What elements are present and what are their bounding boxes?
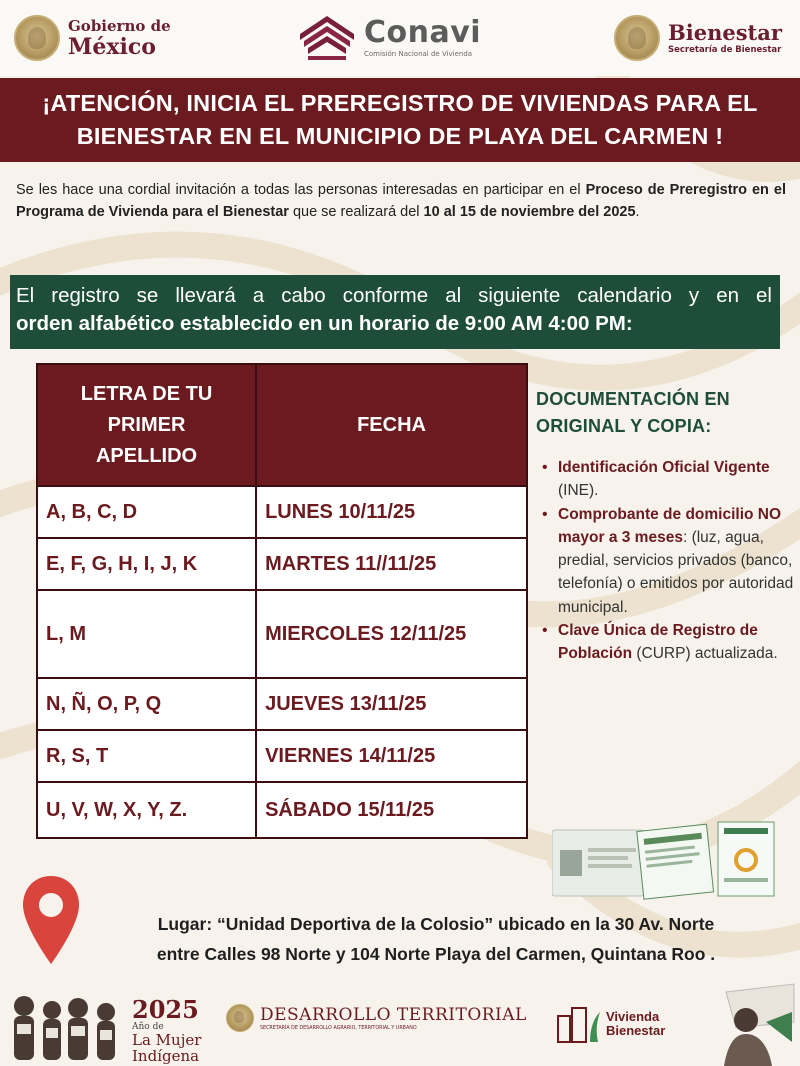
bienestar-subtitle: Secretaría de Bienestar bbox=[668, 44, 782, 55]
conavi-logo bbox=[298, 10, 481, 66]
gob-line2: México bbox=[68, 33, 156, 60]
dt-name: DESARROLLO TERRITORIAL bbox=[260, 1005, 527, 1025]
table-row bbox=[37, 590, 527, 678]
row-letters: E, F, G, H, I, J, K bbox=[37, 538, 256, 590]
header-bar bbox=[0, 0, 800, 76]
row-letters: N, Ñ, O, P, Q bbox=[37, 678, 256, 730]
location-line1: Lugar: “Unidad Deportiva de la Colosio” ubicado en la 30 Av. Norte bbox=[157, 914, 715, 934]
location-line2: entre Calles 98 Norte y 104 Norte Playa del Carmen, Quintana Roo . bbox=[156, 943, 716, 964]
heroine-illustration bbox=[706, 982, 796, 1066]
intro-part1: Se les hace una cordial invitación a todas las personas interesadas en participar en el bbox=[16, 182, 586, 198]
conavi-name: Conavi bbox=[364, 15, 482, 50]
dt-subtitle: SECRETARÍA DE DESARROLLO AGRARIO, TERRITORIAL Y URBANO bbox=[260, 1026, 417, 1031]
intro-bold2: 10 al 15 de noviembre del 2025 bbox=[423, 203, 636, 220]
intro-bold1: Proceso de Preregistro en el Programa de Vivienda para el Bienestar bbox=[16, 182, 786, 220]
doc-item2-rest: : (luz, agua, predial, servicios privados (banco, telefonía) o emitidos por autoridad municipal. bbox=[558, 528, 794, 616]
row-date: MIERCOLES 12/11/25 bbox=[256, 590, 527, 678]
row-date: MARTES 11//11/25 bbox=[256, 538, 527, 590]
mexico-seal-icon bbox=[14, 15, 60, 61]
calendar-note bbox=[10, 275, 780, 349]
intro-part2: que se realizará del bbox=[288, 203, 424, 220]
intro-paragraph bbox=[16, 180, 786, 224]
desarrollo-territorial-logo bbox=[226, 1004, 527, 1032]
year-of-indigenous-woman bbox=[132, 995, 202, 1065]
year-line3: Indígena bbox=[132, 1047, 200, 1065]
conavi-house-icon bbox=[298, 14, 356, 62]
location-pin-icon bbox=[20, 874, 82, 966]
intro-part3: . bbox=[635, 203, 640, 220]
row-letters: U, V, W, X, Y, Z. bbox=[37, 782, 256, 838]
row-date: JUEVES 13/11/25 bbox=[256, 678, 527, 730]
table-row bbox=[37, 538, 527, 590]
table-row bbox=[37, 678, 527, 730]
doc-item1-rest: (INE). bbox=[558, 482, 599, 500]
table-row bbox=[37, 782, 527, 838]
vb-line2: Bienestar bbox=[606, 1023, 666, 1038]
row-date: SÁBADO 15/11/25 bbox=[256, 782, 527, 838]
row-date: LUNES 10/11/25 bbox=[256, 486, 527, 538]
sedatu-seal-icon bbox=[226, 1004, 254, 1032]
documentation-list bbox=[536, 456, 794, 665]
gobierno-de-mexico-logo bbox=[14, 10, 171, 66]
year-line2: La Mujer bbox=[132, 1031, 202, 1049]
row-letters: A, B, C, D bbox=[37, 486, 256, 538]
title-banner bbox=[0, 78, 800, 162]
calendar-note-line1: El registro se llevará a cabo conforme al siguiente calendario y en el bbox=[16, 284, 772, 307]
documentation-title bbox=[536, 386, 794, 440]
header-letter-line3: APELLIDO bbox=[95, 444, 198, 467]
vivienda-building-icon bbox=[556, 1004, 602, 1044]
header-date: FECHA bbox=[256, 364, 527, 486]
table-header-row bbox=[37, 364, 527, 486]
gob-line1: Gobierno de bbox=[68, 16, 171, 35]
vb-line1: Vivienda bbox=[606, 1009, 660, 1025]
conavi-subtitle: Comisión Nacional de Vivienda bbox=[364, 50, 473, 58]
location-text bbox=[86, 910, 786, 970]
documents-illustration bbox=[552, 820, 776, 900]
banner-title bbox=[42, 87, 757, 154]
header-letter-line1: LETRA DE TU bbox=[80, 382, 213, 405]
list-item bbox=[536, 503, 794, 619]
header-letter-line2: PRIMER bbox=[107, 413, 186, 436]
row-letters: L, M bbox=[37, 590, 256, 678]
year-sub: Año de bbox=[132, 1022, 164, 1032]
indigenous-women-illustration bbox=[8, 984, 126, 1062]
doc-item3-rest: (CURP) actualizada. bbox=[632, 645, 778, 662]
bienestar-logo bbox=[614, 10, 782, 66]
documentation-title-line1: DOCUMENTACIÓN EN bbox=[536, 389, 730, 409]
list-item bbox=[536, 456, 794, 503]
doc-item3-bold: Clave Única de Registro de Población bbox=[558, 621, 758, 662]
banner-line1: ¡ATENCIÓN, INICIA EL PREREGISTRO DE VIVIENDAS PARA EL bbox=[42, 89, 758, 116]
calendar-note-line2: orden alfabético establecido en un horario de 9:00 AM 4:00 PM: bbox=[16, 311, 633, 335]
schedule-table bbox=[36, 363, 528, 839]
bienestar-name: Bienestar bbox=[668, 19, 782, 45]
row-date: VIERNES 14/11/25 bbox=[256, 730, 527, 782]
list-item bbox=[536, 619, 794, 666]
year-number: 2025 bbox=[132, 995, 199, 1024]
doc-item1-bold: Identificación Oficial Vigente bbox=[558, 459, 770, 476]
header-letter bbox=[37, 364, 256, 486]
bienestar-seal-icon bbox=[614, 15, 660, 61]
banner-line2: BIENESTAR EN EL MUNICIPIO DE PLAYA DEL CARMEN ! bbox=[76, 123, 724, 149]
documentation-section bbox=[536, 386, 794, 665]
footer bbox=[0, 982, 800, 1066]
vivienda-bienestar-logo bbox=[556, 1004, 665, 1044]
table-row bbox=[37, 730, 527, 782]
doc-item2-bold: Comprobante de domicilio NO mayor a 3 meses bbox=[558, 505, 782, 546]
documentation-title-line2: ORIGINAL Y COPIA: bbox=[536, 416, 712, 436]
row-letters: R, S, T bbox=[37, 730, 256, 782]
table-row bbox=[37, 486, 527, 538]
